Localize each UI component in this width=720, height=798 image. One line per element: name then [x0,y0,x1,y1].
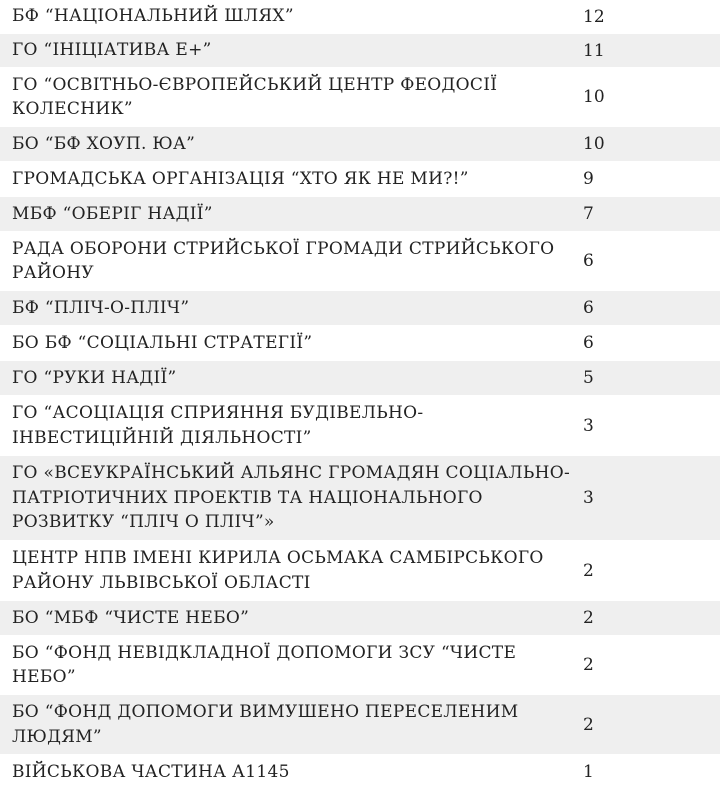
organization-name: ВІЙСЬКОВА ЧАСТИНА А1145 [12,761,290,782]
table-row [0,456,720,541]
organization-name: БО “ФОНД НЕВІДКЛАДНОЇ ДОПОМОГИ ЗСУ “ЧИСТЕ НЕБО” [12,642,517,687]
organization-count: 7 [583,204,594,224]
table-row [0,361,720,396]
table-row [0,127,720,162]
table-row [0,541,720,601]
table-row [0,326,720,361]
organization-count: 6 [583,298,594,318]
organization-name: БО “ФОНД ДОПОМОГИ ВИМУШЕНО ПЕРЕСЕЛЕНИМ ЛЮДЯМ” [12,702,519,747]
organization-name: БФ “ПЛІЧ-О-ПЛІЧ” [12,297,190,318]
table-row [0,695,720,755]
table-row [0,0,720,34]
organization-name: БФ “НАЦІОНАЛЬНИЙ ШЛЯХ” [12,6,294,27]
organization-count: 10 [583,134,605,154]
table-row [0,396,720,456]
table-row [0,755,720,790]
table-row [0,197,720,232]
table-row [0,291,720,326]
organization-count: 10 [583,87,605,107]
organization-name: ЦЕНТР НПВ ІМЕНІ КИРИЛА ОСЬМАКА САМБІРСЬКОГО РАЙОНУ ЛЬВІВСЬКОЇ ОБЛАСТІ [12,548,544,593]
organization-name: МБФ “ОБЕРІГ НАДІЇ” [12,203,213,224]
table-row [0,601,720,636]
table-row [0,232,720,291]
organization-name: ГРОМАДСЬКА ОРГАНІЗАЦІЯ “ХТО ЯК НЕ МИ?!” [12,168,469,189]
table-row [0,68,720,127]
organization-count: 12 [583,6,605,27]
organization-name: БО БФ “СОЦІАЛЬНІ СТРАТЕГІЇ” [12,332,313,353]
organization-count: 5 [583,368,594,388]
organization-count: 6 [583,333,594,353]
organization-name: ГО “ІНІЦІАТИВА Е+” [12,40,212,61]
organization-name: БО “МБФ “ЧИСТЕ НЕБО” [12,607,250,628]
organization-name: ГО “РУКИ НАДІЇ” [12,367,177,388]
table-row [0,636,720,695]
organization-count: 2 [583,560,594,581]
table-row [0,34,720,68]
organization-count: 2 [583,655,594,675]
organization-count: 11 [583,40,605,61]
organization-count: 3 [583,415,594,436]
organization-count: 2 [583,714,594,735]
table-row [0,162,720,197]
organization-name: ГО “ОСВІТНЬО-ЄВРОПЕЙСЬКИЙ ЦЕНТР ФЕОДОСІЇ КОЛЕСНИК” [12,74,498,119]
organization-count: 2 [583,608,594,628]
organization-count: 9 [583,169,594,189]
organization-count: 6 [583,251,594,271]
organization-name: БО “БФ ХОУП. ЮА” [12,133,196,154]
organization-count: 1 [583,762,594,782]
organization-name: РАДА ОБОРОНИ СТРИЙСЬКОЇ ГРОМАДИ СТРИЙСЬКОГО РАЙОНУ [12,238,555,283]
organization-name: ГО “АСОЦІАЦІЯ СПРИЯННЯ БУДІВЕЛЬНО-ІНВЕСТИЦІЙНІЙ ДІЯЛЬНОСТІ” [12,403,424,448]
organization-count: 3 [583,488,594,508]
organization-name: ГО «ВСЕУКРАЇНСЬКИЙ АЛЬЯНС ГРОМАДЯН СОЦІАЛЬНО-ПАТРІОТИЧНИХ ПРОЕКТІВ ТА НАЦІОНАЛЬНОГО РОЗВИТКУ “ПЛІЧ О ПЛІЧ”» [12,463,571,533]
